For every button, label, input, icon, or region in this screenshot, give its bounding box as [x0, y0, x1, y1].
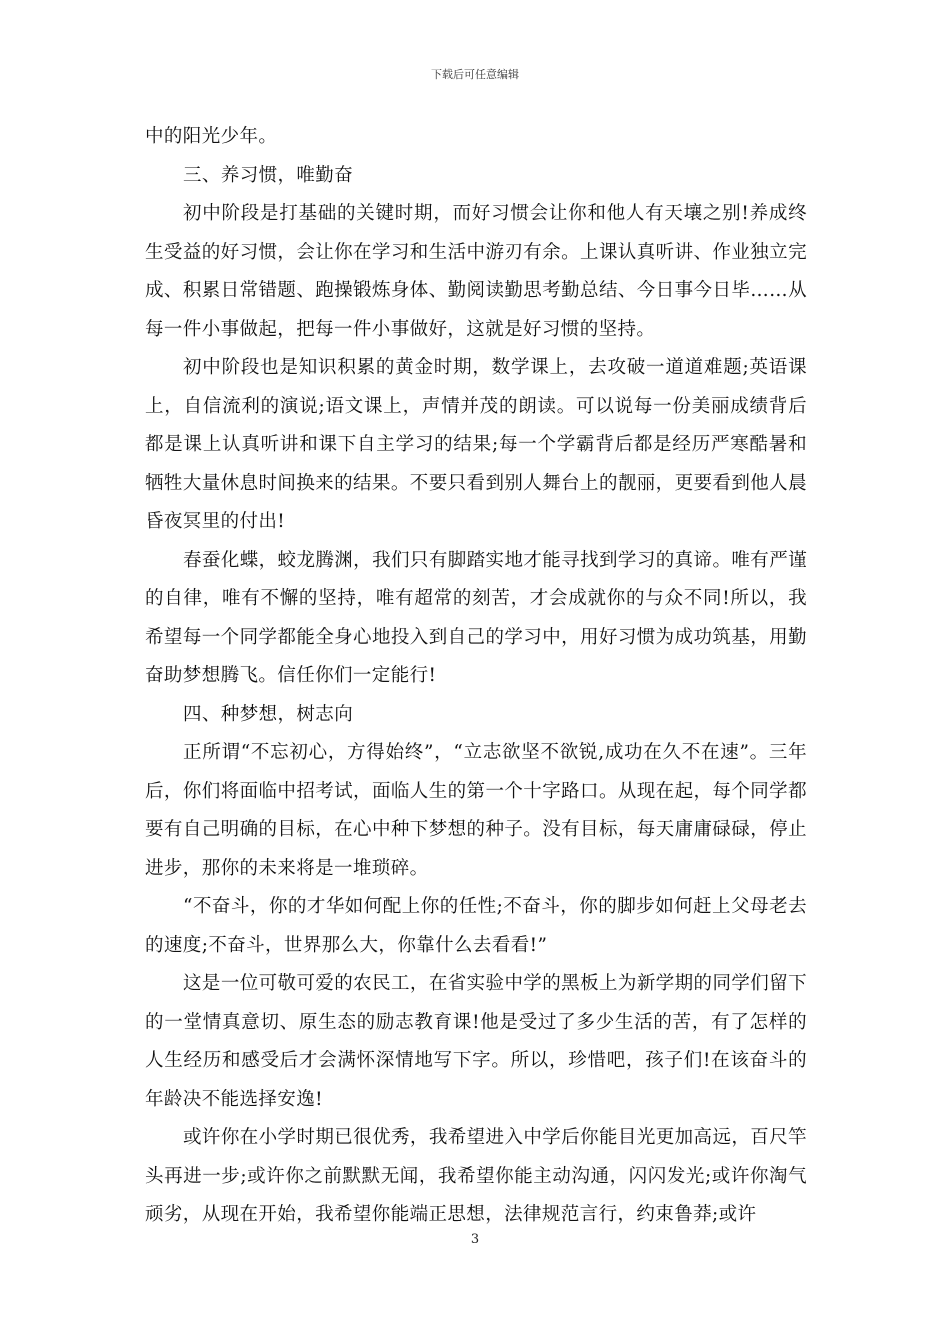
document-body: [145, 118, 807, 1235]
section-heading-habits: 三、养习惯，唯勤奋: [183, 164, 354, 186]
paragraph: 正所谓“不忘初心，方得始终”，“立志欲坚不欲锐,成功在久不在速”。三年后，你们将面临中招考试，面临人生的第一个十字路口。从现在起，每个同学都要有自己明确的目标，在心中种下梦想的种子。没有目标，每天庸庸碌碌，停止进步，那你的未来将是一堆琐碎。: [145, 742, 807, 879]
paragraph: 这是一位可敬可爱的农民工，在省实验中学的黑板上为新学期的同学们留下的一堂情真意切、原生态的励志教育课!他是受过了多少生活的苦，有了怎样的人生经历和感受后才会满怀深情地写下字。所以，珍惜吧，孩子们!在该奋斗的年龄决不能选择安逸!: [145, 973, 807, 1110]
section-heading-dreams: 四、种梦想，树志向: [183, 703, 354, 725]
quote-paragraph: “不奋斗，你的才华如何配上你的任性;不奋斗，你的脚步如何赶上父母老去的速度;不奋斗，世界那么大，你靠什么去看看!”: [145, 896, 807, 956]
paragraph: 初中阶段是打基础的关键时期，而好习惯会让你和他人有天壤之别!养成终生受益的好习惯，会让你在学习和生活中游刃有余。上课认真听讲、作业独立完成、积累日常错题、跑操锻炼身体、勤阅读勤思考勤总结、今日事今日毕……从每一件小事做起，把每一件小事做好，这就是好习惯的坚持。: [145, 203, 807, 340]
page-number: 3: [470, 1232, 480, 1247]
paragraph-continuation: 中的阳光少年。: [145, 126, 278, 147]
paragraph: 初中阶段也是知识积累的黄金时期，数学课上，去攻破一道道难题;英语课上，自信流利的演说;语文课上，声情并茂的朗读。可以说每一份美丽成绩背后都是课上认真听讲和课下自主学习的结果;每一个学霸背后都是经历严寒酷暑和牺牲大量休息时间换来的结果。不要只看到别人舞台上的靓丽，更要看到他人晨昏夜冥里的付出!: [145, 357, 807, 532]
page-header: 下载后可任意编辑: [431, 68, 519, 81]
paragraph: 或许你在小学时期已很优秀，我希望进入中学后你能目光更加高远，百尺竿头再进一步;或许你之前默默无闻，我希望你能主动沟通，闪闪发光;或许你淘气顽劣，从现在开始，我希望你能端正思想，法律规范言行，约束鲁莽;或许: [145, 1127, 807, 1225]
paragraph: 春蚕化蝶，蛟龙腾渊，我们只有脚踏实地才能寻找到学习的真谛。唯有严谨的自律，唯有不懈的坚持，唯有超常的刻苦，才会成就你的与众不同!所以，我希望每一个同学都能全身心地投入到自己的学习中，用好习惯为成功筑基，用勤奋助梦想腾飞。信任你们一定能行!: [145, 549, 807, 686]
